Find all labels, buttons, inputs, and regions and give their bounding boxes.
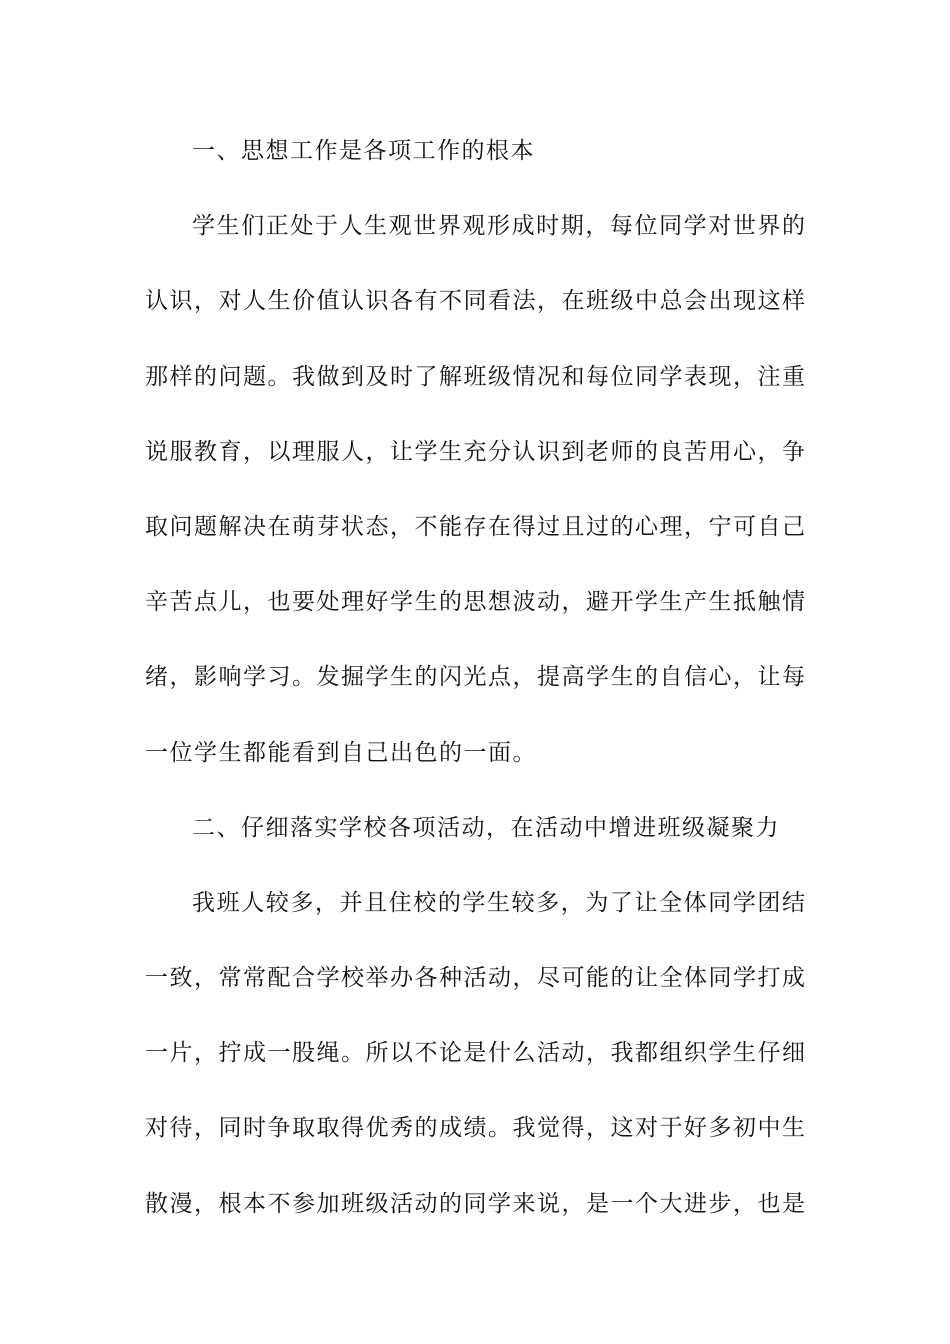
text-line: 散漫，根本不参加班级活动的同学来说，是一个大进步，也是 [145,1190,805,1217]
text-line: 认识，对人生价值认识各有不同看法，在班级中总会出现这样 [145,288,805,315]
text-line: 一致，常常配合学校举办各种活动，尽可能的让全体同学打成 [145,965,805,992]
document-body [145,131,805,1259]
heading-section-1: 一、思想工作是各项工作的根本 [192,138,535,164]
text-line: 说服教育，以理服人，让学生充分认识到老师的良苦用心，争 [145,438,805,465]
heading-section-2: 二、仔细落实学校各项活动，在活动中增进班级凝聚力 [192,814,780,841]
text-line: 我班人较多，并且住校的学生较多，为了让全体同学团结 [192,889,805,916]
text-line: 对待，同时争取取得优秀的成绩。我觉得，这对于好多初中生 [145,1115,805,1142]
text-line: 一位学生都能看到自己出色的一面。 [145,739,537,766]
text-line: 取问题解决在萌芽状态，不能存在得过且过的心理，宁可自己 [145,513,805,540]
text-line: 那样的问题。我做到及时了解班级情况和每位同学表现，注重 [145,363,805,390]
text-line: 辛苦点儿，也要处理好学生的思想波动，避开学生产生抵触情 [145,589,805,616]
text-line: 学生们正处于人生观世界观形成时期，每位同学对世界的 [192,213,805,240]
text-line: 绪，影响学习。发掘学生的闪光点，提高学生的自信心，让每 [145,664,805,691]
text-line: 一片，拧成一股绳。所以不论是什么活动，我都组织学生仔细 [145,1040,805,1067]
